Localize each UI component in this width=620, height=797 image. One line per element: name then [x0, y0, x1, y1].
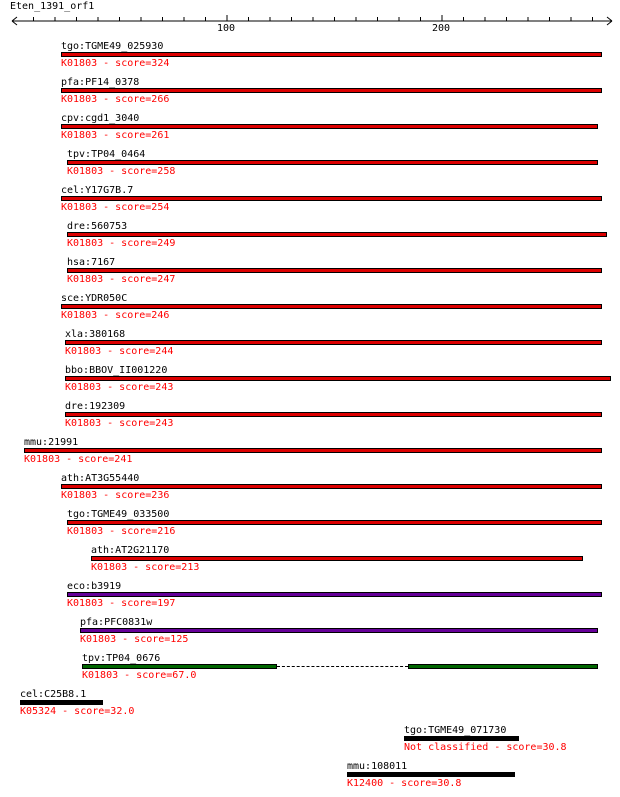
hit-ko-label[interactable]: K01803 - score=243 — [65, 382, 174, 393]
hit-ko-label[interactable]: K01803 - score=324 — [61, 58, 170, 69]
hit-gene-label[interactable]: cpv:cgd1_3040 — [61, 113, 140, 124]
hit-ko-label[interactable]: K12400 - score=30.8 — [347, 778, 462, 789]
hit-bar[interactable] — [347, 772, 515, 777]
hit-gene-label[interactable]: eco:b3919 — [67, 581, 122, 592]
ruler — [0, 0, 620, 40]
hit-ko-label[interactable]: K01803 - score=254 — [61, 202, 170, 213]
hit-gene-label[interactable]: ath:AT3G55440 — [61, 473, 140, 484]
hit-ko-label[interactable]: K01803 - score=67.0 — [82, 670, 197, 681]
hit-bar[interactable] — [91, 556, 583, 561]
ruler-tick-label-200: 200 — [432, 23, 451, 34]
hit-ko-label[interactable]: K01803 - score=236 — [61, 490, 170, 501]
hit-ko-label[interactable]: K05324 - score=32.0 — [20, 706, 135, 717]
ruler-ticks — [34, 15, 593, 21]
hit-gene-label[interactable]: mmu:21991 — [24, 437, 79, 448]
hit-bar[interactable] — [80, 628, 598, 633]
hit-bar[interactable] — [61, 196, 602, 201]
hit-gene-label[interactable]: dre:560753 — [67, 221, 128, 232]
hit-gene-label[interactable]: cel:Y17G7B.7 — [61, 185, 134, 196]
hit-ko-label[interactable]: K01803 - score=244 — [65, 346, 174, 357]
hit-bar[interactable] — [61, 304, 602, 309]
hit-ko-label[interactable]: K01803 - score=249 — [67, 238, 176, 249]
hit-gene-label[interactable]: xla:380168 — [65, 329, 126, 340]
hit-bar-segment-1[interactable] — [82, 664, 277, 669]
hit-bar[interactable] — [67, 592, 602, 597]
hit-bar[interactable] — [24, 448, 602, 453]
hit-bar[interactable] — [65, 412, 602, 417]
hit-gene-label[interactable]: pfa:PF14_0378 — [61, 77, 140, 88]
hit-gene-label[interactable]: tpv:TP04_0464 — [67, 149, 146, 160]
hit-ko-label[interactable]: K01803 - score=197 — [67, 598, 176, 609]
hit-ko-label[interactable]: K01803 - score=246 — [61, 310, 170, 321]
hit-gene-label[interactable]: sce:YDR050C — [61, 293, 128, 304]
hit-ko-label[interactable]: Not classified - score=30.8 — [404, 742, 567, 753]
hit-gene-label[interactable]: tgo:TGME49_025930 — [61, 41, 164, 52]
hit-bar[interactable] — [67, 160, 598, 165]
hit-ko-label[interactable]: K01803 - score=266 — [61, 94, 170, 105]
hit-ko-label[interactable]: K01803 - score=258 — [67, 166, 176, 177]
hit-bar[interactable] — [67, 268, 602, 273]
hit-gene-label[interactable]: dre:192309 — [65, 401, 126, 412]
hit-ko-label[interactable]: K01803 - score=213 — [91, 562, 200, 573]
query-name: Eten_1391_orf1 — [10, 1, 95, 12]
hit-bar[interactable] — [67, 520, 602, 525]
hit-gene-label[interactable]: tgo:TGME49_071730 — [404, 725, 507, 736]
hit-ko-label[interactable]: K01803 - score=241 — [24, 454, 133, 465]
hit-gene-label[interactable]: bbo:BBOV_II001220 — [65, 365, 168, 376]
hit-gap-line — [277, 666, 408, 667]
hit-gene-label[interactable]: cel:C25B8.1 — [20, 689, 87, 700]
hit-gene-label[interactable]: hsa:7167 — [67, 257, 116, 268]
hit-bar[interactable] — [65, 376, 611, 381]
hit-bar[interactable] — [61, 52, 602, 57]
hit-ko-label[interactable]: K01803 - score=243 — [65, 418, 174, 429]
hit-bar[interactable] — [404, 736, 519, 741]
hit-ko-label[interactable]: K01803 - score=125 — [80, 634, 189, 645]
hit-gene-label[interactable]: ath:AT2G21170 — [91, 545, 170, 556]
ruler-tick-label-100: 100 — [217, 23, 236, 34]
hit-bar[interactable] — [65, 340, 602, 345]
hit-bar[interactable] — [61, 484, 602, 489]
hit-bar[interactable] — [61, 88, 602, 93]
hit-gene-label[interactable]: pfa:PFC0831w — [80, 617, 153, 628]
hit-gene-label[interactable]: tpv:TP04_0676 — [82, 653, 161, 664]
hit-ko-label[interactable]: K01803 - score=216 — [67, 526, 176, 537]
hit-bar[interactable] — [67, 232, 607, 237]
hit-bar[interactable] — [20, 700, 103, 705]
hit-ko-label[interactable]: K01803 - score=261 — [61, 130, 170, 141]
hit-gene-label[interactable]: tgo:TGME49_033500 — [67, 509, 170, 520]
hit-bar[interactable] — [61, 124, 598, 129]
hit-bar-segment-2[interactable] — [408, 664, 598, 669]
hit-ko-label[interactable]: K01803 - score=247 — [67, 274, 176, 285]
hit-gene-label[interactable]: mmu:108011 — [347, 761, 408, 772]
